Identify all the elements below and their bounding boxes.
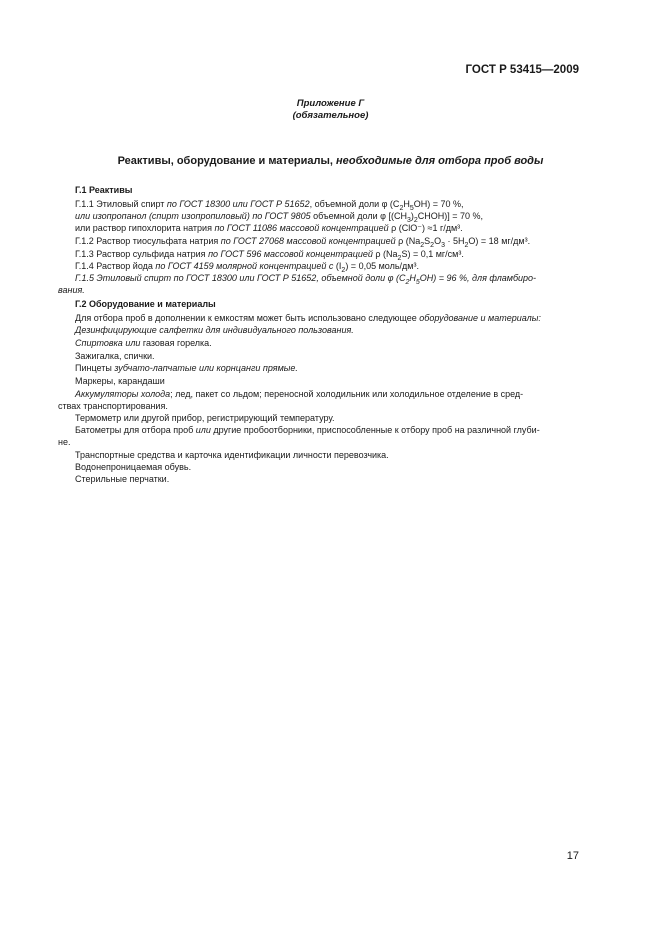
reagent-line [75,273,536,286]
text-run: 2 [397,254,402,262]
text-run: Аккумуляторы холода [75,389,171,399]
text-run: по ГОСТ 596 массовой концентрацией [208,249,373,259]
text-run: Стерильные перчатки. [75,474,170,484]
text-run: Г.1.1 Этиловый спирт [75,199,167,209]
title-italic: необходимые для отбора проб воды [336,155,544,167]
page-title [0,155,661,167]
text-run: по ГОСТ 4159 молярной концентрацией с [155,261,334,271]
text-run: зубчато-лапчатые или корнцанги прямые. [114,363,298,373]
text-run: H [409,273,416,283]
equipment-line [75,376,165,386]
text-run: 2 [413,216,418,224]
equipment-line [75,338,212,348]
text-run: вания. [58,285,85,295]
text-run: ρ (Na [395,236,421,246]
text-run: Водонепроницаемая обувь. [75,462,192,472]
reagent-line [75,223,463,234]
text-run: O) = 18 мг/дм³. [468,236,531,246]
equipment-line [75,351,155,361]
document-code: ГОСТ Р 53415—2009 [465,64,579,76]
text-run: 2 [420,241,425,249]
text-run: ствах транспортирования. [58,401,168,411]
text-run: Транспортные средства и карточка идентификации личности перевозчика. [75,450,389,460]
text-run: S) = 0,1 мг/см³. [401,249,464,259]
equipment-line [75,413,335,423]
equipment-line [75,474,169,484]
text-run: 2 [399,204,404,212]
text-run: S [424,236,431,246]
reagent-line [75,211,483,224]
reagent-line [75,249,464,262]
page-number: 17 [566,850,579,862]
text-run: ) = 0,05 моль/дм³. [345,261,419,271]
text-run: ρ (Na [372,249,398,259]
section-equipment-heading: Г.2 Оборудование и материалы [75,299,216,309]
text-run: 2 [430,241,435,249]
text-run: объемной доли φ [(CH [310,211,407,221]
text-run: Г.1.5 Этиловый спирт по ГОСТ 18300 или ГОСТ Р 51652, объемной доли φ (C [75,273,406,283]
equipment-line [58,437,70,447]
text-run: Г.1.2 Раствор тиосульфата натрия [75,236,221,246]
text-run: Г.1.3 Раствор сульфида натрия [75,249,209,259]
text-run: или [195,425,211,435]
text-run: O [434,236,442,246]
appendix-label: Приложение Г [296,98,365,109]
text-run: OH) = 70 %, [413,199,464,209]
text-run: по ГОСТ 27068 массовой концентрацией [220,236,396,246]
text-run: Батометры для отбора проб [75,425,196,435]
text-run: ; лед, пакет со льдом; переносной холодильник или холодильное отделение в сред- [170,389,524,399]
text-run: Зажигалка, спички. [75,351,155,361]
text-run: Г.1.4 Раствор йода [75,261,156,271]
text-run: CHOH)] = 70 %, [417,211,484,221]
text-run: Дезинфицирующие салфетки для индивидуального пользования. [75,325,354,335]
reagent-line [75,236,530,249]
text-run: · 5H [445,236,465,246]
text-run: 2 [341,266,346,274]
text-run: оборудование и материалы: [419,313,541,323]
title-normal: Реактивы, оборудование и материалы, [117,155,337,167]
text-run: не. [58,437,71,447]
equipment-line [75,363,298,373]
text-run: (I [333,261,342,271]
text-run: или изопропанол (спирт изопропиловый) по ГОСТ 9805 [75,211,311,221]
text-run: 2 [464,241,469,249]
text-run: ) [410,211,414,221]
text-run: Для отбора проб в дополнении к емкостям может быть использовано следующее [75,313,420,323]
text-run: 5 [409,204,414,212]
equipment-line [75,462,191,472]
text-run: Спиртовка или [75,338,141,348]
equipment-line [75,325,354,335]
reagent-line [75,261,419,274]
text-run: 5 [415,278,420,286]
text-run: 3 [441,241,445,249]
text-run: 3 [406,216,411,224]
text-run: Пинцеты [75,363,115,373]
reagent-line [58,285,85,295]
text-run: ρ (ClO⁻) ≈1 г/дм³. [388,223,463,233]
equipment-line [75,450,389,460]
text-run: Термометр или другой прибор, регистрирующий температуру. [75,413,335,423]
appendix-status: (обязательное) [292,110,369,121]
text-run: по ГОСТ 11086 массовой концентрацией [214,223,389,233]
equipment-line [58,401,168,411]
text-run: Маркеры, карандаши [75,376,165,386]
text-run: по ГОСТ 18300 или ГОСТ Р 51652 [166,199,310,209]
text-run: 2 [405,278,410,286]
text-run: H [403,199,410,209]
text-run: или раствор гипохлорита натрия [75,223,215,233]
equipment-line [75,313,541,323]
text-run: другие пробоотборники, приспособленные к отбору проб на различной глуби- [210,425,540,435]
reagent-line [75,199,464,212]
text-run: OH) = 96 %, для фламбиро- [419,273,537,283]
equipment-line [75,425,540,435]
text-run: , объемной доли φ (C [309,199,400,209]
equipment-line [75,389,523,399]
text-run: газовая горелка. [140,338,212,348]
section-reagents-heading: Г.1 Реактивы [75,185,133,195]
